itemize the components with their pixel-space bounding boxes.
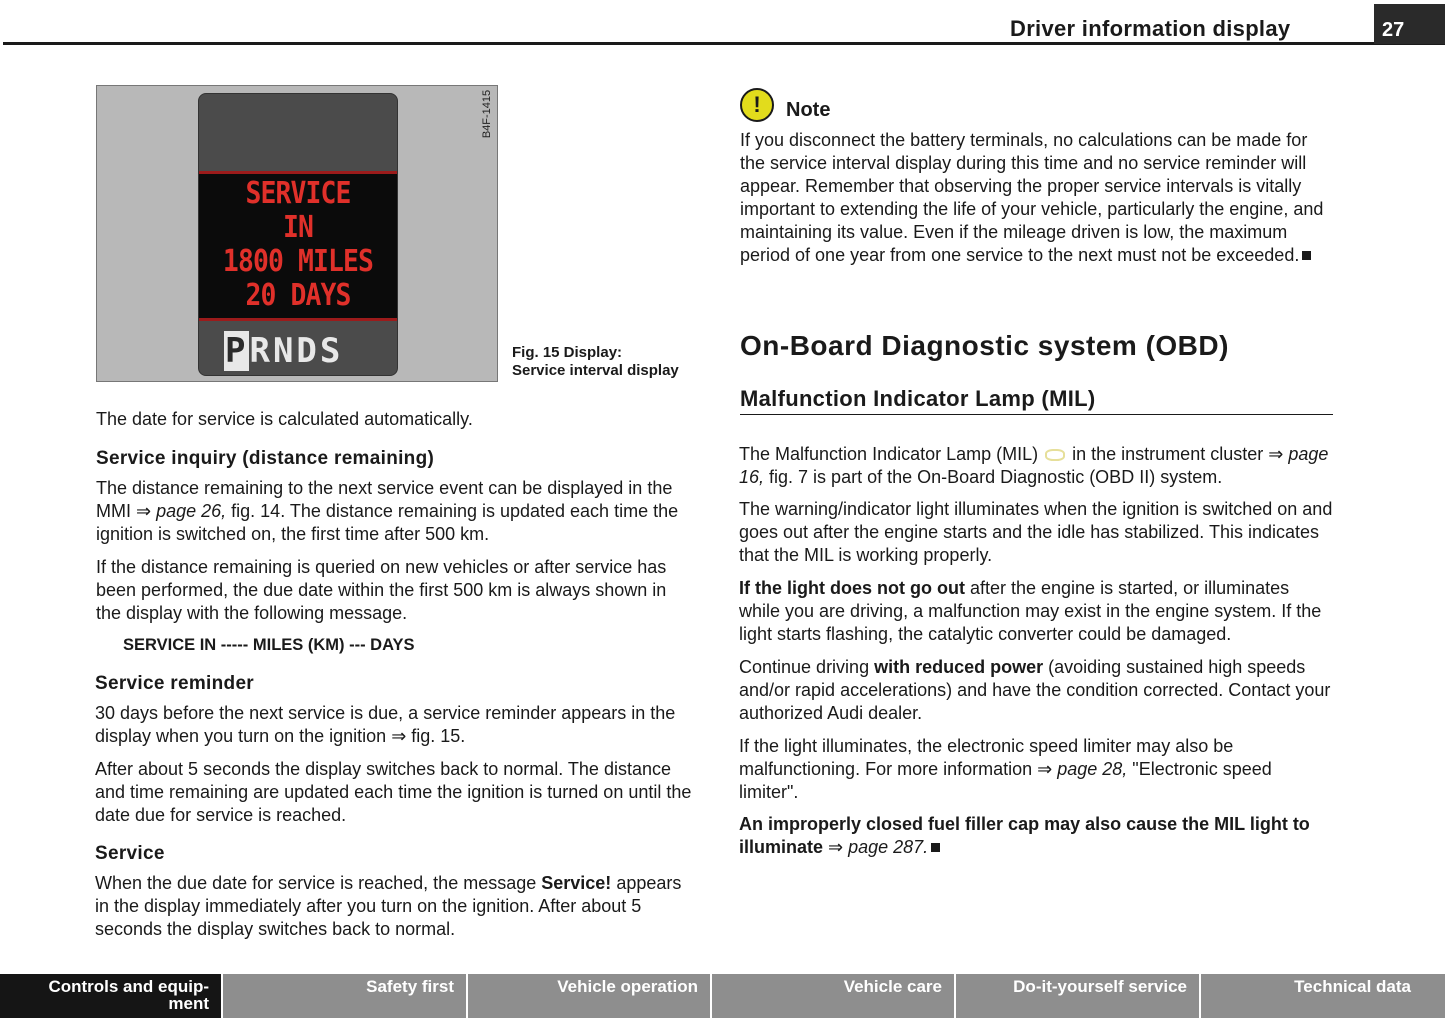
reminder-paragraph-2: After about 5 seconds the display switches back to normal. The distance and time remaining are updated each time the ignition is turned on until the date due for service is reached.: [95, 759, 692, 825]
screen-line-2: IN: [282, 210, 314, 245]
nav-tab-controls-line1: Controls and equip-: [48, 977, 209, 996]
nav-tab-do-it-yourself[interactable]: Do-it-yourself service: [956, 974, 1199, 1018]
page-28-link[interactable]: page 28,: [1057, 759, 1128, 779]
mil-p5-text-b: "Electronic speed limiter".: [739, 759, 1272, 802]
mil-paragraph-6: [739, 813, 1333, 859]
mil-p1-text-a: The Malfunction Indicator Lamp (MIL): [739, 444, 1044, 464]
page-header-title: Driver information display: [1010, 16, 1291, 41]
page-number: 27: [1374, 4, 1445, 44]
service-p-bold: Service!: [541, 873, 612, 893]
page-287-link[interactable]: page 287.: [848, 837, 929, 857]
inquiry-paragraph-1: [96, 477, 696, 546]
nav-tab-technical-data[interactable]: Technical data: [1201, 974, 1445, 1018]
service-p-text-a: When the due date for service is reached, the message: [95, 873, 542, 893]
subsection-rule: [740, 414, 1333, 415]
chapter-navigation-bar: [0, 974, 1445, 1018]
inquiry-p1-text-a: The distance remaining to the next service event can be displayed in the MMI ⇒: [96, 478, 673, 521]
caution-icon: !: [740, 88, 774, 122]
nav-tab-controls-equipment[interactable]: [0, 974, 221, 1018]
service-display-figure: [96, 85, 498, 382]
figure-code: [481, 89, 497, 142]
service-message-panel: [199, 171, 397, 321]
end-of-section-icon: [931, 843, 940, 852]
page-26-link[interactable]: page 26,: [156, 501, 227, 521]
service-p-text-b: appears in the display immediately after you turn on the ignition. After about 5 seconds the display switches back to normal.: [95, 873, 682, 939]
mil-p4-text-a: Continue driving: [739, 657, 875, 677]
mil-p6-arrow: ⇒: [823, 837, 849, 857]
nav-tab-safety-first[interactable]: Safety first: [223, 974, 466, 1018]
note-paragraph: [740, 129, 1334, 267]
mil-p1-text-b: in the instrument cluster ⇒: [1067, 444, 1289, 464]
gear-others: RNDS: [249, 331, 344, 371]
mil-paragraph-4: [739, 656, 1333, 725]
instrument-display-screen: [198, 93, 398, 376]
section-title: On-Board Diagnostic system (OBD): [740, 330, 1229, 361]
nav-tab-controls-line2: ment: [168, 994, 209, 1013]
service-message-code: SERVICE IN ----- MILES (KM) --- DAYS: [123, 636, 415, 654]
subsection-title: Malfunction Indicator Lamp (MIL): [740, 386, 1096, 411]
gear-selected: P: [225, 331, 249, 371]
end-of-block-icon: [1302, 251, 1311, 260]
figure-caption-line2: Service interval display: [512, 362, 679, 379]
mil-p4-text-b: (avoiding sustained high speeds and/or rapid accelerations) and have the condition corrected. Contact your authorized Audi dealer.: [739, 657, 1331, 723]
figure-caption-line1: Fig. 15 Display:: [512, 344, 623, 361]
screen-line-4: 20 DAYS: [245, 278, 351, 313]
figure-caption: [512, 344, 679, 380]
reminder-heading: Service reminder: [95, 673, 254, 694]
mil-paragraph-3: [739, 577, 1335, 646]
figure-code-text: B4F-1415: [481, 89, 494, 139]
page-16-link[interactable]: page 16,: [739, 444, 1329, 487]
note-text: If you disconnect the battery terminals, no calculations can be made for the service interval display during this time and no service reminder will appear. Remember that observing the proper service intervals is vitally important to extending the life of your vehicle, particularly the engine, and maintaining its value. Even if the mileage driven is low, the maximum period of one year from one service to the next must not be exceeded.: [740, 130, 1324, 265]
inquiry-heading: Service inquiry (distance remaining): [96, 448, 435, 469]
mil-paragraph-5: [739, 735, 1333, 804]
screen-line-1: SERVICE: [245, 176, 351, 211]
header-rule: [3, 42, 1445, 45]
intro-paragraph: The date for service is calculated automatically.: [96, 409, 473, 429]
nav-tab-vehicle-operation[interactable]: Vehicle operation: [468, 974, 710, 1018]
mil-p4-bold: with reduced power: [874, 657, 1044, 677]
nav-tab-vehicle-care[interactable]: Vehicle care: [712, 974, 954, 1018]
mil-p6-bold: An improperly closed fuel filler cap may also cause the MIL light to illuminate: [739, 814, 1310, 857]
inquiry-p1-text-b: fig. 14. The distance remaining is updated each time the ignition is switched on, the first time after 500 km.: [96, 501, 679, 544]
engine-warning-icon: [1045, 449, 1065, 461]
note-title: Note: [786, 99, 831, 121]
reminder-paragraph-1: 30 days before the next service is due, a service reminder appears in the display when you turn on the ignition ⇒ fig. 15.: [95, 703, 676, 746]
mil-p3-text: after the engine is started, or illuminates while you are driving, a malfunction may exist in the engine system. If the light starts flashing, the catalytic converter could be damaged.: [739, 578, 1322, 644]
service-heading: Service: [95, 843, 165, 864]
screen-line-3: 1800 MILES: [222, 244, 374, 279]
inquiry-paragraph-2: If the distance remaining is queried on new vehicles or after service has been performed, the due date within the first 500 km is always shown in the display with the following message.: [96, 557, 667, 623]
mil-p3-bold: If the light does not go out: [739, 578, 965, 598]
mil-p1-text-c: fig. 7 is part of the On-Board Diagnostic (OBD II) system.: [764, 467, 1223, 487]
service-paragraph: [95, 872, 695, 941]
mil-paragraph-2: The warning/indicator light illuminates when the ignition is switched on and goes out after the engine starts and the idle has stabilized. This indicates that the MIL is working properly.: [739, 499, 1333, 565]
mil-paragraph-1: [739, 443, 1335, 489]
gear-indicator: [224, 331, 343, 371]
mil-p5-text-a: If the light illuminates, the electronic speed limiter may also be malfunctioning. For more information ⇒: [739, 736, 1234, 779]
